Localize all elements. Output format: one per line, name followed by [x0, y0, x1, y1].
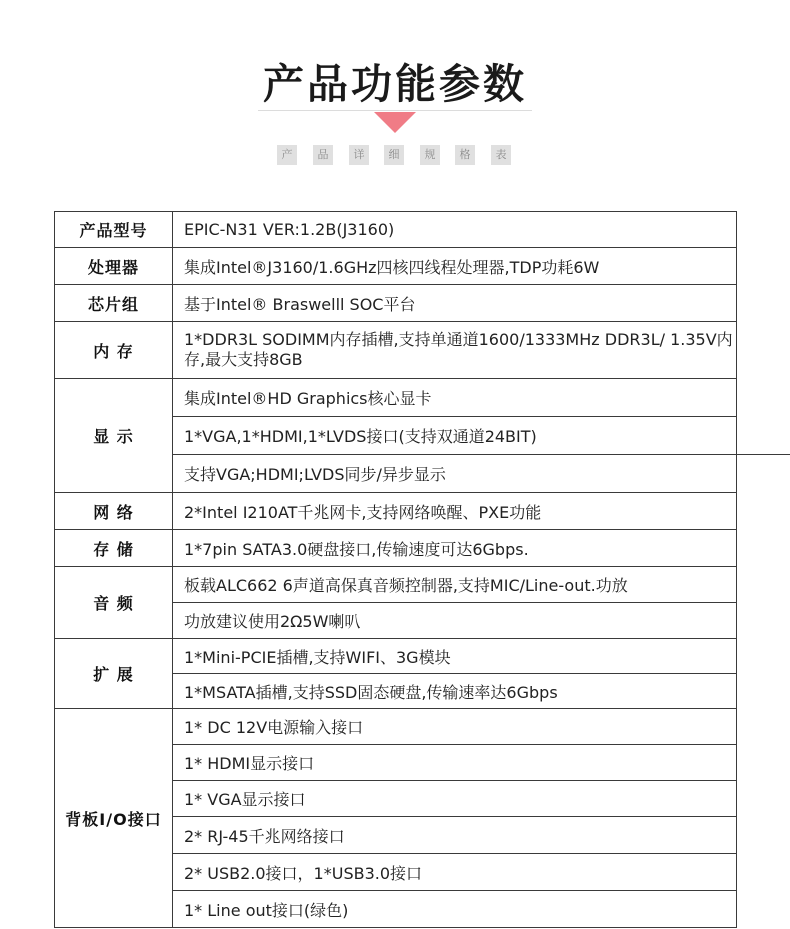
spec-label: 网 络: [55, 493, 173, 530]
spec-value: 基于Intel® Braswelll SOC平台: [173, 285, 737, 322]
spec-label: 存 储: [55, 530, 173, 567]
spec-row-model: [55, 212, 737, 248]
spec-value: 功放建议使用2Ω5W喇叭: [173, 603, 737, 639]
down-triangle-icon: [374, 112, 416, 133]
spec-label: 背板I/O接口: [55, 709, 173, 928]
spec-row-network: [55, 493, 737, 530]
subtitle-char: 详: [349, 145, 369, 165]
subtitle-char: 规: [420, 145, 440, 165]
spec-row-memory: [55, 322, 737, 379]
page-title: 产品功能参数: [263, 60, 527, 108]
spec-value: 支持VGA;HDMI;LVDS同步/异步显示: [173, 455, 737, 493]
spec-row-processor: [55, 248, 737, 285]
spec-value: 1* HDMI显示接口: [173, 745, 737, 781]
spec-value: 集成Intel®J3160/1.6GHz四核四线程处理器,TDP功耗6W: [173, 248, 737, 285]
subtitle-char: 产: [277, 145, 297, 165]
spec-row-expansion: [55, 639, 737, 674]
spec-value: 2*Intel I210AT千兆网卡,支持网络唤醒、PXE功能: [173, 493, 737, 530]
subtitle-char: 品: [313, 145, 333, 165]
spec-value: 集成Intel®HD Graphics核心显卡: [173, 379, 737, 417]
spec-label: 音 频: [55, 567, 173, 639]
title-divider: [258, 110, 532, 111]
spec-value: 2* RJ-45千兆网络接口: [173, 817, 737, 854]
spec-value: 1*DDR3L SODIMM内存插槽,支持单通道1600/1333MHz DDR3L/ 1.35V内存,最大支持8GB: [173, 322, 737, 379]
subtitle-char: 格: [455, 145, 475, 165]
spec-value: 1* VGA显示接口: [173, 781, 737, 817]
spec-value: 1*VGA,1*HDMI,1*LVDS接口(支持双通道24BIT): [173, 417, 737, 455]
spec-table: [54, 211, 737, 928]
subtitle-char: 细: [384, 145, 404, 165]
spec-row-storage: [55, 530, 737, 567]
spec-label: 显 示: [55, 379, 173, 493]
spec-label: 芯片组: [55, 285, 173, 322]
spec-label: 扩 展: [55, 639, 173, 709]
spec-value: 板载ALC662 6声道高保真音频控制器,支持MIC/Line-out.功放: [173, 567, 737, 603]
spec-row-audio: [55, 567, 737, 603]
side-divider: [736, 454, 790, 455]
spec-value: 1*MSATA插槽,支持SSD固态硬盘,传输速率达6Gbps: [173, 674, 737, 709]
spec-value: EPIC-N31 VER:1.2B(J3160): [173, 212, 737, 248]
spec-value: 1*Mini-PCIE插槽,支持WIFI、3G模块: [173, 639, 737, 674]
spec-value: 1*7pin SATA3.0硬盘接口,传输速度可达6Gbps.: [173, 530, 737, 567]
spec-label: 内 存: [55, 322, 173, 379]
spec-value: 1* DC 12V电源输入接口: [173, 709, 737, 745]
spec-value: 1* Line out接口(绿色): [173, 891, 737, 928]
spec-row-io: [55, 709, 737, 745]
spec-row-chipset: [55, 285, 737, 322]
spec-value: 2* USB2.0接口，1*USB3.0接口: [173, 854, 737, 891]
spec-label: 产品型号: [55, 212, 173, 248]
spec-row-display: [55, 379, 737, 417]
subtitle-char: 表: [491, 145, 511, 165]
spec-label: 处理器: [55, 248, 173, 285]
